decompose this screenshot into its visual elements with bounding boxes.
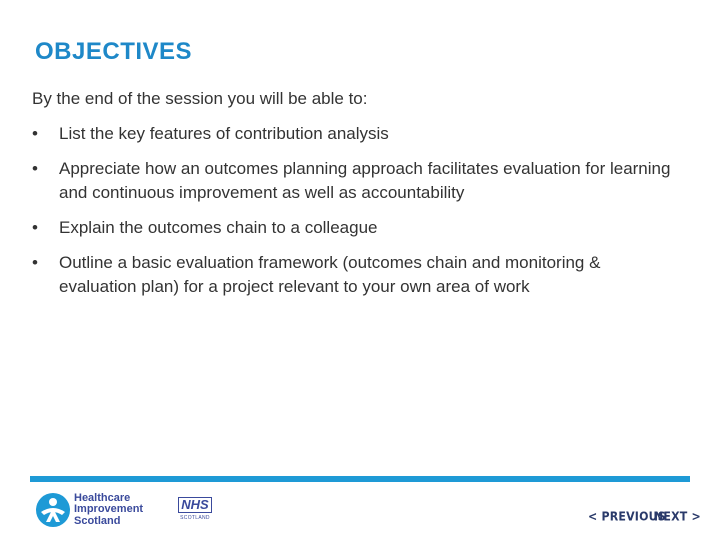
previous-button[interactable]: < PREVIOUS — [588, 509, 666, 524]
list-item-text: List the key features of contribution analysis — [59, 124, 389, 143]
list-item-text: Explain the outcomes chain to a colleague — [59, 218, 378, 237]
list-item-text: Outline a basic evaluation framework (outcomes chain and monitoring & evaluation plan) for a project relevant to your own area of work — [59, 253, 601, 296]
list-item — [32, 251, 672, 299]
list-item — [32, 122, 672, 146]
logo-line: Scotland — [74, 514, 121, 527]
slide-title: OBJECTIVES — [35, 38, 193, 65]
logo-line: Improvement — [74, 503, 144, 516]
bullet-icon: • — [32, 253, 38, 272]
bullet-icon: • — [32, 218, 38, 237]
healthcare-improvement-scotland-logo — [35, 492, 160, 528]
nhs-wordmark: NHS — [178, 497, 211, 513]
footer-divider — [30, 476, 690, 482]
logo-line: Healthcare — [74, 491, 131, 504]
intro-text: By the end of the session you will be able to: — [32, 89, 368, 108]
next-button[interactable]: NEXT > — [654, 509, 701, 524]
nhs-scotland-logo — [175, 496, 215, 526]
logo-wordmark — [74, 493, 143, 528]
bullet-icon: • — [32, 124, 38, 143]
list-item — [32, 216, 672, 240]
list-item-text: Appreciate how an outcomes planning approach facilitates evaluation for learning and continuous improvement as well as accountability — [59, 159, 671, 202]
healthcare-improvement-scotland-icon — [35, 492, 71, 528]
bullet-icon: • — [32, 159, 38, 178]
nhs-subtitle: SCOTLAND — [180, 515, 210, 521]
objectives-list — [32, 122, 672, 310]
list-item — [32, 157, 672, 205]
